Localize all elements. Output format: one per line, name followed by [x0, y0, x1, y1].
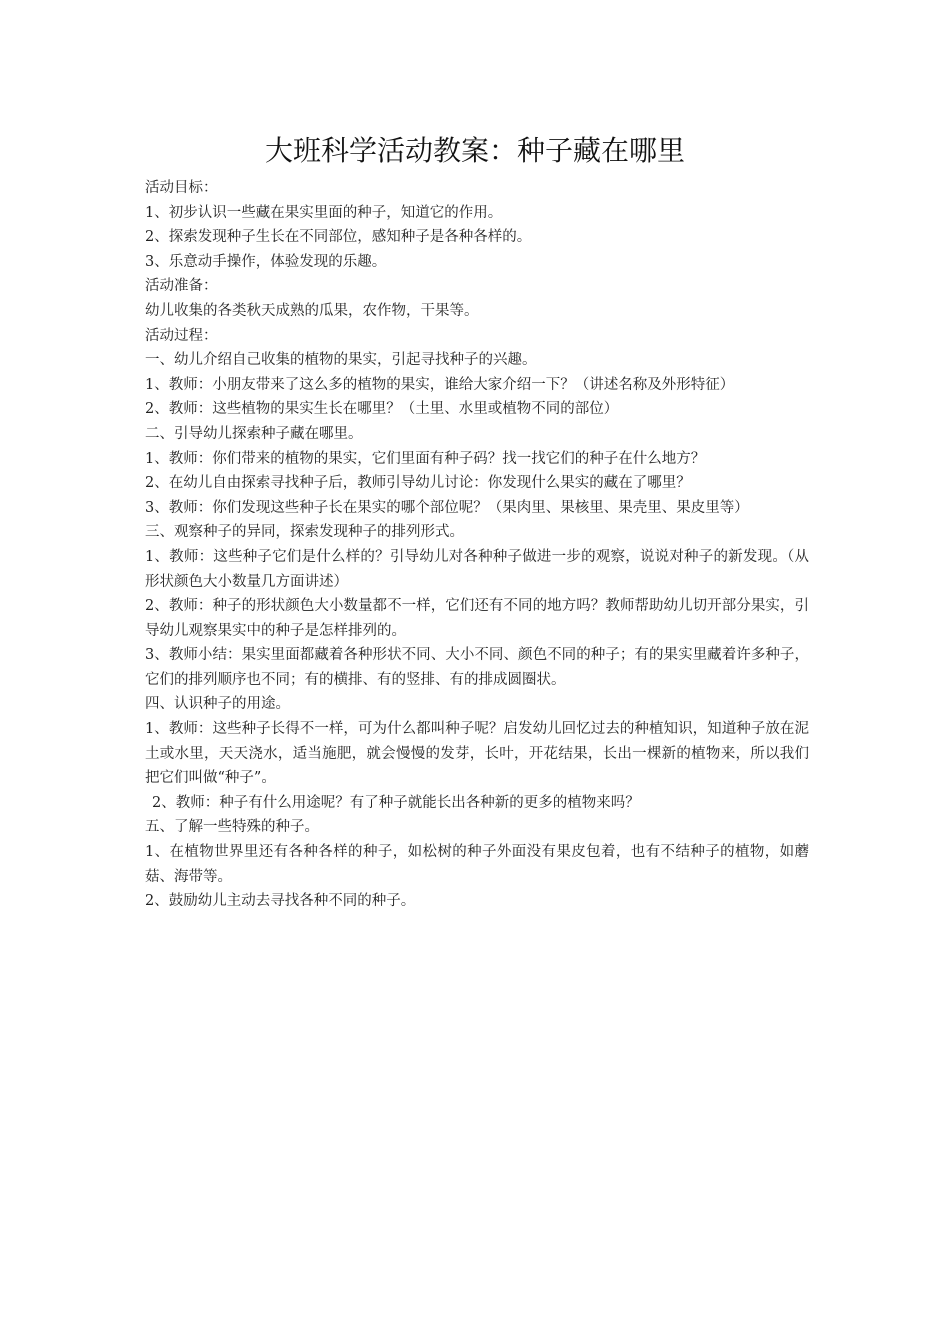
paragraph: 幼儿收集的各类秋天成熟的瓜果，农作物，干果等。: [145, 302, 479, 319]
paragraph: 3、乐意动手操作，体验发现的乐趣。: [145, 253, 387, 270]
paragraph: 2、教师：这些植物的果实生长在哪里？（土里、水里或植物不同的部位）: [145, 401, 619, 418]
paragraph: 3、教师：你们发现这些种子长在果实的哪个部位呢？（果肉里、果核里、果壳里、果皮里等）: [145, 499, 749, 516]
step-heading: 五、了解一些特殊的种子。: [145, 819, 319, 836]
document-title: 大班科学活动教案：种子藏在哪里: [264, 134, 685, 167]
step-heading: 四、认识种子的用途。: [145, 696, 290, 713]
step-heading: 三、观察种子的异同，探索发现种子的排列形式。: [145, 524, 464, 541]
paragraph: 1、在植物世界里还有各种各样的种子，如松树的种子外面没有果皮包着，也有不结种子的植物，如蘑菇、海带等。: [145, 844, 809, 885]
step-heading: 一、幼儿介绍自己收集的植物的果实，引起寻找种子的兴趣。: [145, 352, 537, 369]
paragraph: 1、教师：小朋友带来了这么多的植物的果实，谁给大家介绍一下？（讲述名称及外形特征）: [145, 376, 735, 393]
paragraph: 1、教师：这些种子它们是什么样的？引导幼儿对各种种子做进一步的观察，说说对种子的新发现。（从形状颜色大小数量几方面讲述）: [145, 548, 809, 590]
step-heading: 二、引导幼儿探索种子藏在哪里。: [145, 425, 363, 442]
paragraph: 2、教师：种子的形状颜色大小数量都不一样，它们还有不同的地方吗？教师帮助幼儿切开部分果实，引导幼儿观察果实中的种子是怎样排列的。: [145, 598, 809, 639]
paragraph: 1、初步认识一些藏在果实里面的种子，知道它的作用。: [145, 204, 503, 221]
document-body: [145, 176, 809, 914]
paragraph: 1、教师：你们带来的植物的果实，它们里面有种子码？找一找它们的种子在什么地方？: [145, 450, 706, 467]
paragraph: 2、教师：种子有什么用途呢？有了种子就能长出各种新的更多的植物来吗？: [152, 794, 640, 811]
paragraph: 1、教师：这些种子长得不一样，可为什么都叫种子呢？启发幼儿回忆过去的种植知识，知道种子放在泥土或水里，天天浇水，适当施肥，就会慢慢的发芽，长叶，开花结果，长出一棵新的植物来，所以我们把它们叫做“种子”。: [145, 721, 809, 787]
paragraph: 2、探索发现种子生长在不同部位，感知种子是各种各样的。: [145, 229, 532, 246]
paragraph: 2、鼓励幼儿主动去寻找各种不同的种子。: [145, 893, 416, 910]
section-heading-preparation: 活动准备：: [145, 278, 218, 295]
section-heading-goals: 活动目标：: [145, 180, 218, 196]
paragraph: 2、在幼儿自由探索寻找种子后，教师引导幼儿讨论：你发现什么果实的藏在了哪里？: [145, 475, 691, 492]
section-heading-process: 活动过程：: [145, 327, 218, 344]
paragraph: 3、教师小结：果实里面都藏着各种形状不同、大小不同、颜色不同的种子；有的果实里藏着许多种子，它们的排列顺序也不同；有的横排、有的竖排、有的排成圆圈状。: [145, 647, 809, 688]
